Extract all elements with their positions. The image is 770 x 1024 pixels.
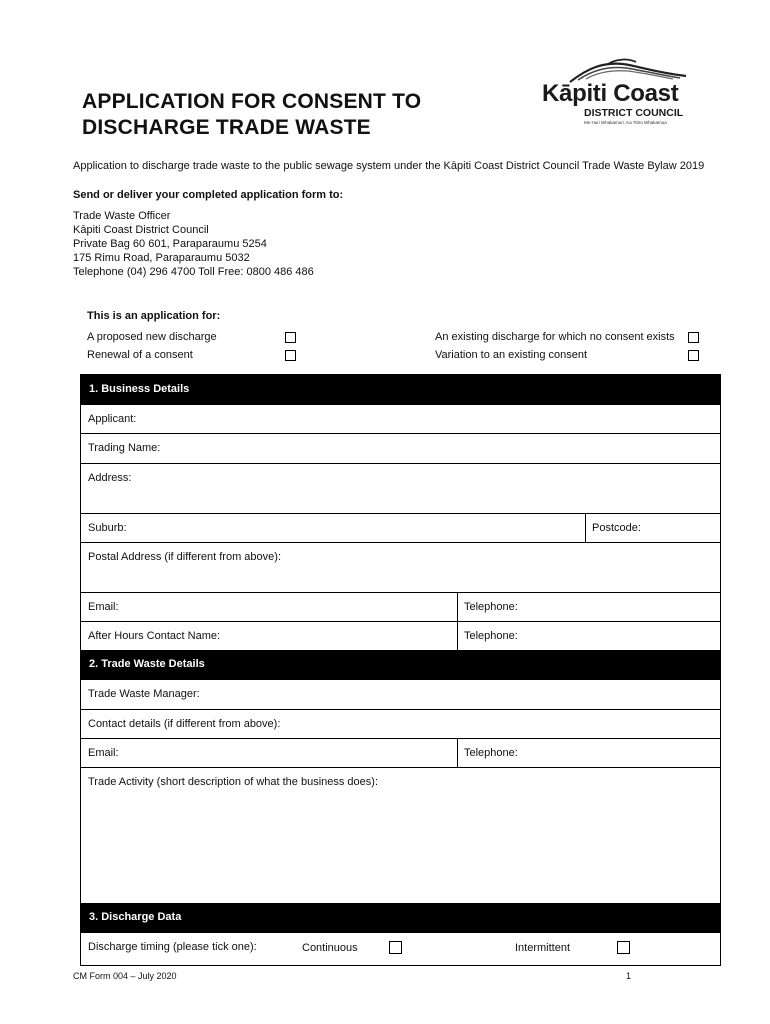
- trading-name-field[interactable]: [81, 433, 720, 463]
- send-heading: Send or deliver your completed application form to:: [73, 189, 344, 201]
- checkbox-variation[interactable]: [688, 350, 699, 361]
- checkbox-intermittent[interactable]: [617, 941, 630, 954]
- divider: [457, 622, 458, 650]
- checkbox-existing-discharge[interactable]: [688, 332, 699, 343]
- council-logo: [540, 58, 700, 130]
- telephone-label: Telephone:: [464, 601, 518, 613]
- checkbox-new-discharge[interactable]: [285, 332, 296, 343]
- divider: [585, 514, 586, 542]
- postcode-label: Postcode:: [592, 522, 641, 534]
- postal-address-label: Postal Address (if different from above):: [88, 551, 281, 563]
- address-line: Private Bag 60 601, Paraparaumu 5254: [73, 238, 267, 250]
- email-label: Email:: [88, 601, 119, 613]
- suburb-label: Suburb:: [88, 522, 127, 534]
- manager-field[interactable]: [81, 680, 720, 709]
- section-title: 2. Trade Waste Details: [89, 658, 205, 670]
- manager-label: Trade Waste Manager:: [88, 688, 200, 700]
- logo-sub-text: DISTRICT COUNCIL: [584, 107, 684, 119]
- application-form: [80, 374, 721, 966]
- email-label: Email:: [88, 747, 119, 759]
- divider: [457, 739, 458, 767]
- after-hours-label: After Hours Contact Name:: [88, 630, 221, 642]
- telephone-label: Telephone:: [464, 747, 518, 759]
- email-row: [81, 592, 720, 621]
- postal-address-field[interactable]: [81, 542, 720, 592]
- address-line: Telephone (04) 296 4700 Toll Free: 0800 486 486: [73, 266, 314, 278]
- address-line: Kāpiti Coast District Council: [73, 224, 209, 236]
- section-title: 3. Discharge Data: [89, 911, 182, 923]
- option-label-existing-discharge: An existing discharge for which no consent exists: [435, 331, 675, 343]
- discharge-timing-label: Discharge timing (please tick one):: [88, 941, 257, 953]
- intermittent-label: Intermittent: [515, 942, 571, 954]
- section-header-trade-waste-details: [81, 650, 720, 680]
- form-id: CM Form 004 – July 2020: [73, 971, 177, 981]
- section-header-discharge-data: [81, 903, 720, 933]
- intro-text: Application to discharge trade waste to the public sewage system under the Kāpiti Coast District Council Trade Waste Bylaw 2019: [73, 160, 705, 172]
- section-title: 1. Business Details: [89, 383, 190, 395]
- applicant-label: Applicant:: [88, 413, 137, 425]
- trading-name-label: Trading Name:: [88, 442, 161, 454]
- logo-tagline: Me Huri Whakamuri, Ka Titiro Whakamua: [584, 120, 667, 125]
- after-hours-row: [81, 621, 720, 650]
- address-field[interactable]: [81, 463, 720, 513]
- trade-activity-label: Trade Activity (short description of what the business does):: [88, 776, 379, 788]
- address-line: Trade Waste Officer: [73, 210, 171, 222]
- page-title: [82, 89, 421, 141]
- contact-details-field[interactable]: [81, 709, 720, 738]
- title-line-2: DISCHARGE TRADE WASTE: [82, 116, 371, 139]
- application-heading: This is an application for:: [87, 310, 221, 322]
- trade-activity-field[interactable]: [81, 767, 720, 903]
- address-block: [73, 209, 314, 279]
- suburb-row: [81, 513, 720, 542]
- address-label: Address:: [88, 472, 132, 484]
- divider: [457, 593, 458, 621]
- logo-main-text: Kāpiti Coast: [542, 80, 679, 107]
- address-line: 175 Rimu Road, Paraparaumu 5032: [73, 252, 250, 264]
- page-number: 1: [626, 971, 632, 981]
- email-row-2: [81, 738, 720, 767]
- contact-details-label: Contact details (if different from above):: [88, 718, 281, 730]
- discharge-timing-row: [81, 933, 720, 965]
- applicant-field[interactable]: [81, 404, 720, 433]
- checkbox-continuous[interactable]: [389, 941, 402, 954]
- option-label-variation: Variation to an existing consent: [435, 349, 588, 361]
- checkbox-renewal[interactable]: [285, 350, 296, 361]
- title-line-1: APPLICATION FOR CONSENT TO: [82, 90, 422, 113]
- continuous-label: Continuous: [302, 942, 358, 954]
- telephone-label: Telephone:: [464, 630, 518, 642]
- option-label-renewal: Renewal of a consent: [87, 349, 193, 361]
- section-header-business-details: [81, 375, 720, 404]
- option-label-new-discharge: A proposed new discharge: [87, 331, 217, 343]
